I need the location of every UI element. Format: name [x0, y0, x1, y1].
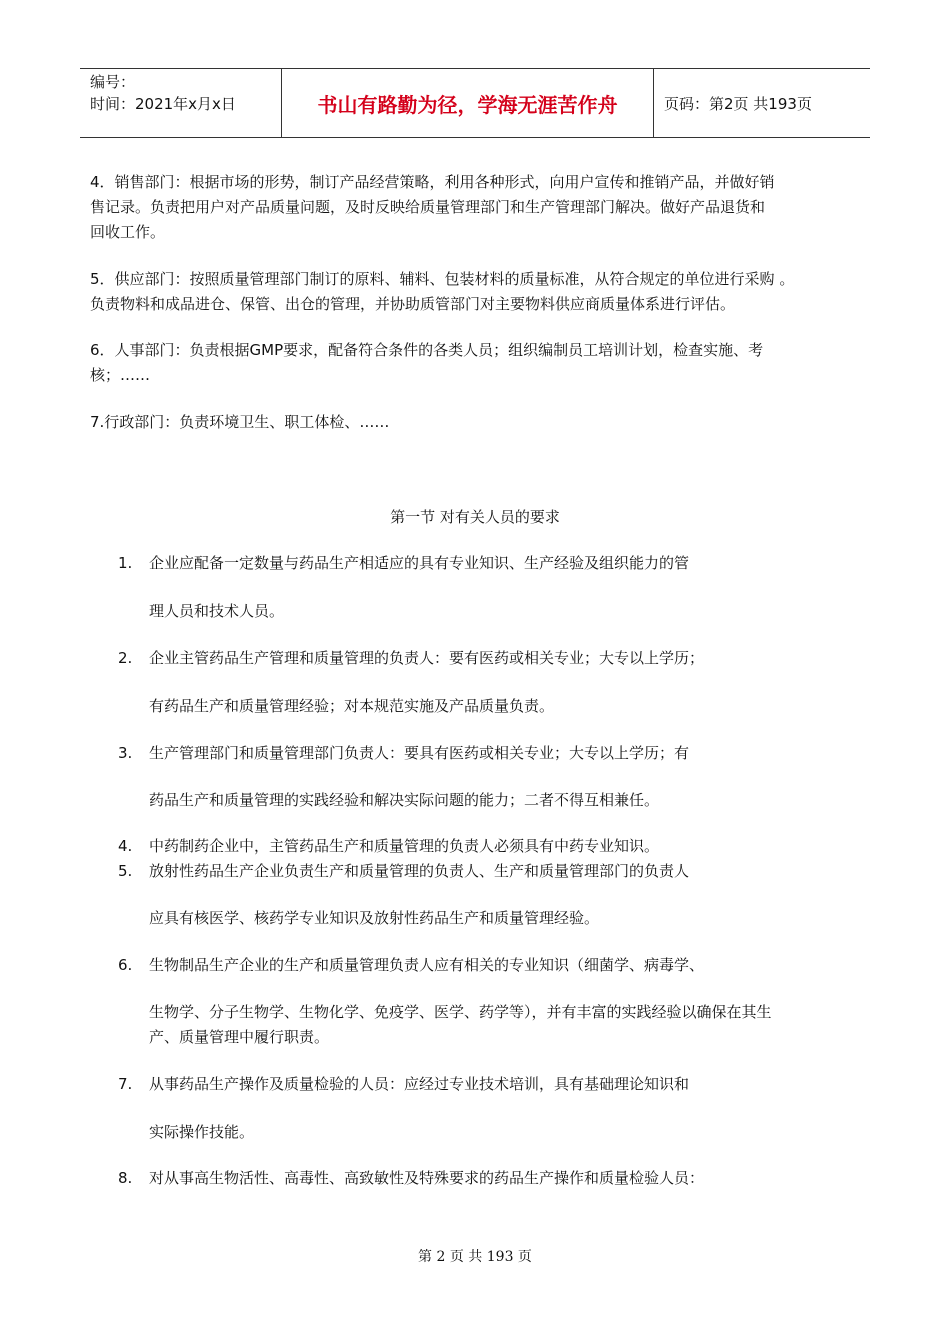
- list-number: 8.: [118, 1169, 133, 1187]
- motto: 书山有路勤为径，学海无涯苦作舟: [282, 69, 654, 137]
- list-text: 从事药品生产操作及质量检验的人员：应经过专业技术培训，具有基础理论知识和: [149, 1075, 690, 1093]
- list-text: 放射性药品生产企业负责生产和质量管理的负责人、生产和质量管理部门的负责人: [149, 862, 690, 880]
- list-number: 4.: [118, 837, 133, 855]
- list-text: 中药制药企业中，主管药品生产和质量管理的负责人必须具有中药专业知识。: [149, 837, 660, 855]
- date-label: 时间：2021年x月x日: [90, 95, 236, 113]
- list-number: 1.: [118, 554, 133, 572]
- list-continuation: 实际操作技能。: [149, 1123, 255, 1141]
- list-number: 3.: [118, 744, 133, 762]
- department-supply: [90, 267, 880, 317]
- paragraph-line: 回收工作。: [90, 223, 166, 241]
- department-sales: [90, 170, 880, 245]
- paragraph-line: 7.行政部门：负责环境卫生、职工体检、……: [90, 413, 390, 431]
- page-label: 页码：第2页 共193页: [664, 94, 812, 113]
- document-header: [80, 68, 870, 138]
- paragraph-line: 6．人事部门：负责根据GMP要求，配备符合条件的各类人员；组织编制员工培训计划，检查实施、考: [90, 341, 764, 359]
- department-admin: [90, 410, 880, 435]
- list-continuation: 产、质量管理中履行职责。: [149, 1028, 330, 1046]
- list-continuation: 应具有核医学、核药学专业知识及放射性药品生产和质量管理经验。: [149, 909, 600, 927]
- list-number: 2.: [118, 649, 133, 667]
- list-continuation: 理人员和技术人员。: [149, 602, 285, 620]
- list-text: 生产管理部门和质量管理部门负责人：要具有医药或相关专业；大专以上学历；有: [149, 744, 690, 762]
- paragraph-line: 4．销售部门：根据市场的形势，制订产品经营策略，利用各种形式，向用户宣传和推销产品，并做好销: [90, 173, 775, 191]
- list-text: 企业应配备一定数量与药品生产相适应的具有专业知识、生产经验及组织能力的管: [149, 554, 690, 572]
- section-title: 第一节 对有关人员的要求: [390, 508, 560, 526]
- header-meta: [80, 69, 282, 137]
- list-text: 生物制品生产企业的生产和质量管理负责人应有相关的专业知识（细菌学、病毒学、: [149, 956, 705, 974]
- department-hr: [90, 338, 880, 388]
- paragraph-line: 售记录。负责把用户对产品质量问题，及时反映给质量管理部门和生产管理部门解决。做好产品退货和: [90, 198, 766, 216]
- page-footer: 第 2 页 共 193 页: [418, 1249, 532, 1265]
- list-continuation: 生物学、分子生物学、生物化学、免疫学、医学、药学等），并有丰富的实践经验以确保在其生: [149, 1003, 772, 1021]
- paragraph-line: 5．供应部门：按照质量管理部门制订的原料、辅料、包装材料的质量标准，从符合规定的单位进行采购 。: [90, 270, 795, 288]
- list-number: 6.: [118, 956, 133, 974]
- list-number: 5.: [118, 862, 133, 880]
- paragraph-line: 核；……: [90, 366, 151, 384]
- list-continuation: 有药品生产和质量管理经验；对本规范实施及产品质量负责。: [149, 697, 555, 715]
- list-continuation: 药品生产和质量管理的实践经验和解决实际问题的能力；二者不得互相兼任。: [149, 791, 660, 809]
- list-text: 对从事高生物活性、高毒性、高致敏性及特殊要求的药品生产操作和质量检验人员：: [149, 1169, 705, 1187]
- list-number: 7.: [118, 1075, 133, 1093]
- number-label: 编号：: [90, 73, 136, 91]
- list-text: 企业主管药品生产管理和质量管理的负责人：要有医药或相关专业；大专以上学历；: [149, 649, 705, 667]
- paragraph-line: 负责物料和成品进仓、保管、出仓的管理，并协助质管部门对主要物料供应商质量体系进行评估。: [90, 295, 736, 313]
